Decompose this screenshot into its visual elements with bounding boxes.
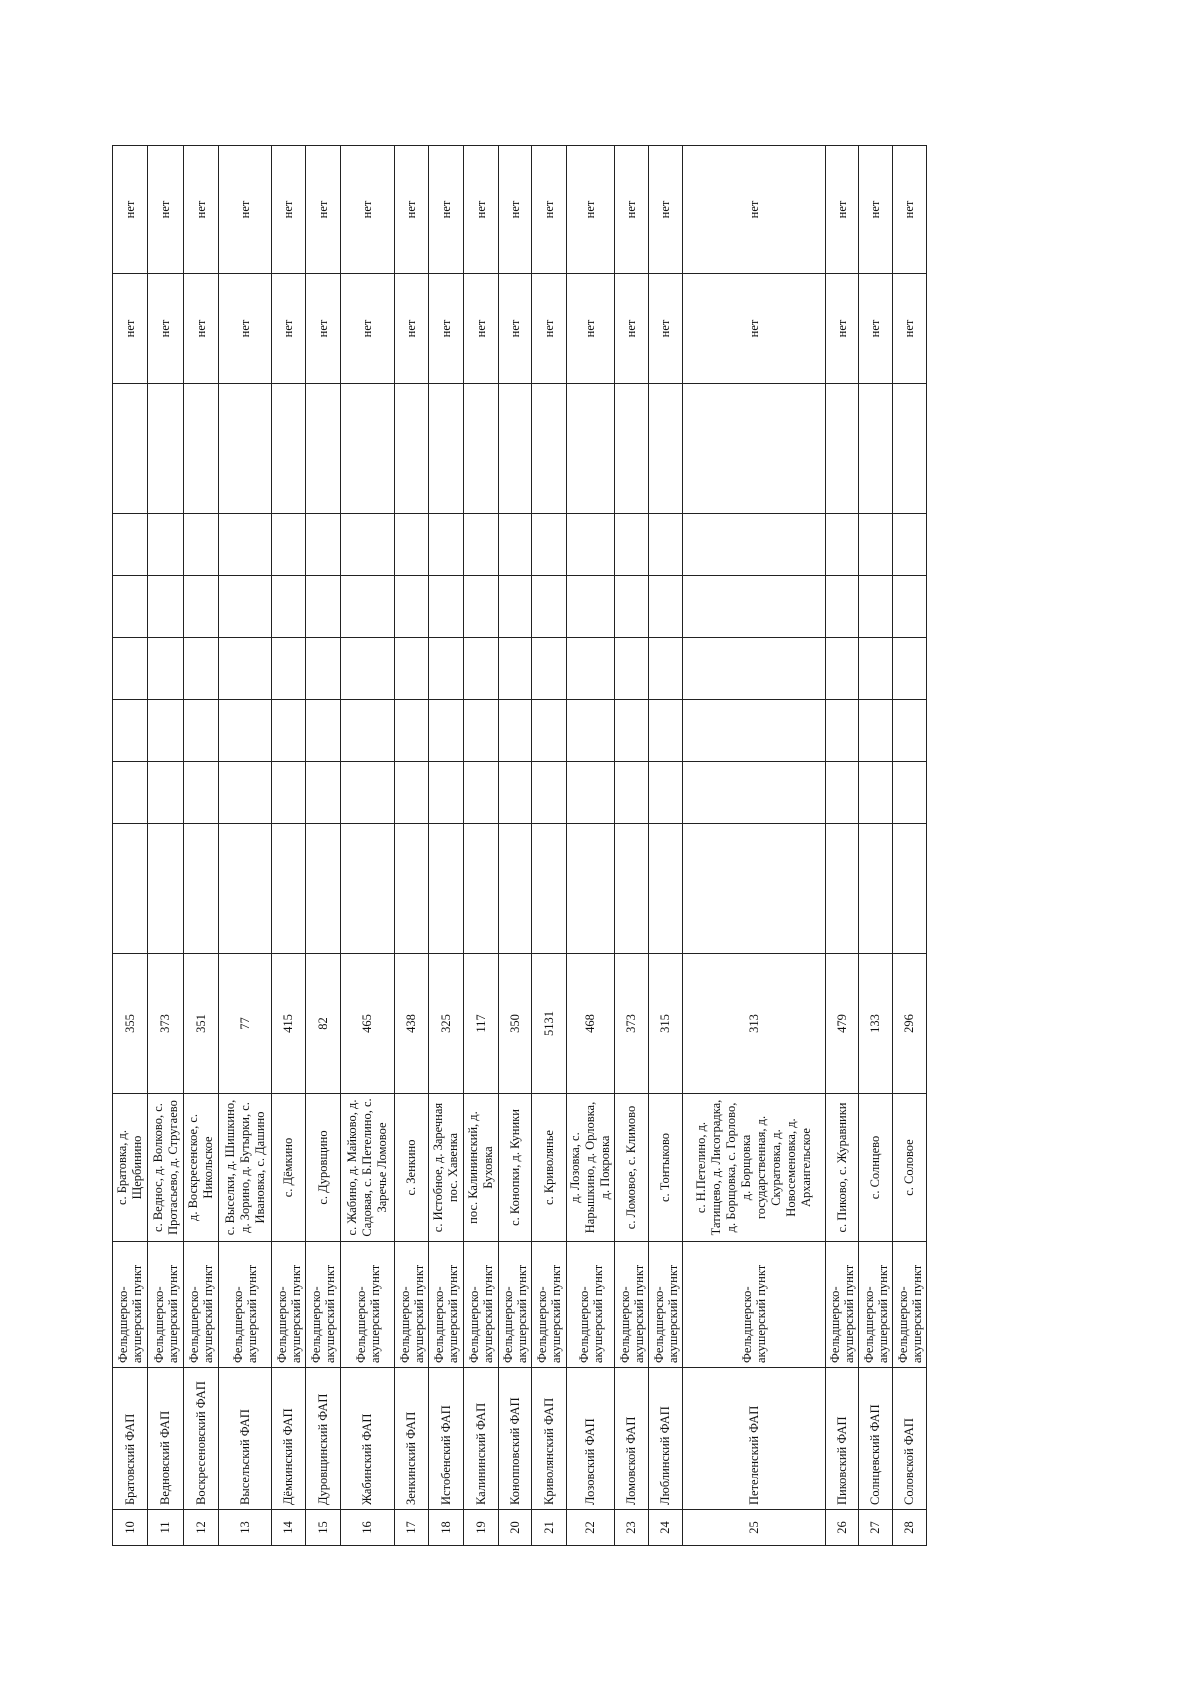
table-body	[113, 146, 927, 1546]
population-cell: 373	[615, 954, 649, 1094]
row-number-cell: 17	[395, 1510, 429, 1546]
empty-cell	[272, 576, 306, 638]
table-row	[395, 146, 429, 1546]
status-cell-2: нет	[499, 146, 532, 274]
status-cell-1: нет	[395, 274, 429, 384]
status-cell-2: нет	[219, 146, 272, 274]
row-number-cell: 12	[184, 1510, 219, 1546]
villages-cell: с. Жабино, д. Майково, д. Садовая, с. Б.Петелино, с. Заречье Ломовое	[341, 1094, 395, 1242]
row-number-cell: 18	[429, 1510, 464, 1546]
population-cell: 468	[567, 954, 615, 1094]
empty-cell	[306, 576, 341, 638]
status-cell-2: нет	[567, 146, 615, 274]
empty-cell	[683, 824, 826, 954]
empty-cell	[464, 762, 499, 824]
empty-cell	[499, 700, 532, 762]
empty-cell	[615, 700, 649, 762]
fap-name-cell: Зенкинский ФАП	[395, 1368, 429, 1510]
empty-cell	[395, 514, 429, 576]
empty-cell	[499, 576, 532, 638]
table-row	[826, 146, 859, 1546]
table-row	[683, 146, 826, 1546]
fap-type-cell: Фельдшерско-акушерский пункт	[306, 1242, 341, 1368]
empty-cell	[615, 762, 649, 824]
table-row	[499, 146, 532, 1546]
status-cell-1: нет	[567, 274, 615, 384]
row-number-cell: 24	[649, 1510, 683, 1546]
empty-cell	[341, 514, 395, 576]
empty-cell	[395, 384, 429, 514]
empty-cell	[113, 824, 148, 954]
empty-cell	[464, 700, 499, 762]
row-number-cell: 25	[683, 1510, 826, 1546]
empty-cell	[499, 384, 532, 514]
empty-cell	[567, 824, 615, 954]
empty-cell	[184, 700, 219, 762]
empty-cell	[184, 514, 219, 576]
empty-cell	[341, 824, 395, 954]
fap-name-cell: Пиковский ФАП	[826, 1368, 859, 1510]
empty-cell	[683, 514, 826, 576]
status-cell-1: нет	[219, 274, 272, 384]
empty-cell	[341, 384, 395, 514]
empty-cell	[219, 700, 272, 762]
empty-cell	[272, 824, 306, 954]
population-cell: 77	[219, 954, 272, 1094]
empty-cell	[306, 700, 341, 762]
empty-cell	[499, 762, 532, 824]
table-row	[567, 146, 615, 1546]
empty-cell	[306, 384, 341, 514]
table-row	[184, 146, 219, 1546]
status-cell-1: нет	[499, 274, 532, 384]
empty-cell	[219, 824, 272, 954]
table-row	[113, 146, 148, 1546]
empty-cell	[184, 824, 219, 954]
fap-type-cell: Фельдшерско-акушерский пункт	[184, 1242, 219, 1368]
villages-cell: с. Криволянье	[532, 1094, 567, 1242]
fap-name-cell: Люблинский ФАП	[649, 1368, 683, 1510]
status-cell-2: нет	[649, 146, 683, 274]
fap-name-cell: Лозовский ФАП	[567, 1368, 615, 1510]
empty-cell	[395, 576, 429, 638]
empty-cell	[615, 576, 649, 638]
empty-cell	[429, 384, 464, 514]
table-row	[429, 146, 464, 1546]
fap-name-cell: Конопповский ФАП	[499, 1368, 532, 1510]
empty-cell	[429, 576, 464, 638]
status-cell-1: нет	[683, 274, 826, 384]
villages-cell: с. Выселки, д. Шишкино, д. Зорино, д. Бутырки, с. Ивановка, с. Дашино	[219, 1094, 272, 1242]
empty-cell	[649, 700, 683, 762]
row-number-cell: 21	[532, 1510, 567, 1546]
row-number-cell: 13	[219, 1510, 272, 1546]
status-cell-1: нет	[341, 274, 395, 384]
empty-cell	[532, 762, 567, 824]
empty-cell	[341, 638, 395, 700]
fap-type-cell: Фельдшерско-акушерский пункт	[683, 1242, 826, 1368]
table-row	[272, 146, 306, 1546]
fap-name-cell: Петеленский ФАП	[683, 1368, 826, 1510]
table-row	[219, 146, 272, 1546]
villages-cell: с. Н.Петелино, д. Татищево, д. Лисоградка, д. Борщовка, с. Горлово, д. Борщовка государственная, д. Скуратовка, д. Новосеменовка, д. Архангельское	[683, 1094, 826, 1242]
status-cell-1: нет	[859, 274, 893, 384]
empty-cell	[826, 514, 859, 576]
status-cell-2: нет	[148, 146, 184, 274]
empty-cell	[532, 514, 567, 576]
empty-cell	[532, 638, 567, 700]
fap-type-cell: Фельдшерско-акушерский пункт	[395, 1242, 429, 1368]
empty-cell	[532, 576, 567, 638]
table-row	[893, 146, 927, 1546]
population-cell: 133	[859, 954, 893, 1094]
empty-cell	[532, 824, 567, 954]
villages-cell: д. Воскресенское, с. Никольское	[184, 1094, 219, 1242]
empty-cell	[615, 514, 649, 576]
villages-cell: с. Зенкино	[395, 1094, 429, 1242]
fap-type-cell: Фельдшерско-акушерский пункт	[113, 1242, 148, 1368]
population-cell: 5131	[532, 954, 567, 1094]
empty-cell	[306, 514, 341, 576]
status-cell-2: нет	[464, 146, 499, 274]
empty-cell	[826, 638, 859, 700]
population-cell: 465	[341, 954, 395, 1094]
empty-cell	[464, 638, 499, 700]
status-cell-2: нет	[826, 146, 859, 274]
fap-name-cell: Дуровщинский ФАП	[306, 1368, 341, 1510]
empty-cell	[395, 824, 429, 954]
fap-type-cell: Фельдшерско-акушерский пункт	[567, 1242, 615, 1368]
population-cell: 325	[429, 954, 464, 1094]
empty-cell	[859, 700, 893, 762]
rotated-page	[112, 146, 1132, 1546]
empty-cell	[649, 384, 683, 514]
empty-cell	[649, 824, 683, 954]
empty-cell	[683, 762, 826, 824]
fap-type-cell: Фельдшерско-акушерский пункт	[499, 1242, 532, 1368]
empty-cell	[113, 576, 148, 638]
row-number-cell: 20	[499, 1510, 532, 1546]
empty-cell	[113, 384, 148, 514]
empty-cell	[649, 514, 683, 576]
empty-cell	[306, 824, 341, 954]
empty-cell	[649, 576, 683, 638]
empty-cell	[826, 762, 859, 824]
empty-cell	[219, 384, 272, 514]
villages-cell: с. Братовка, д. Щербинино	[113, 1094, 148, 1242]
empty-cell	[429, 700, 464, 762]
empty-cell	[395, 762, 429, 824]
fap-name-cell: Криволянский ФАП	[532, 1368, 567, 1510]
villages-cell: с. Солнцево	[859, 1094, 893, 1242]
empty-cell	[532, 700, 567, 762]
status-cell-1: нет	[826, 274, 859, 384]
empty-cell	[893, 514, 927, 576]
status-cell-1: нет	[893, 274, 927, 384]
empty-cell	[893, 700, 927, 762]
empty-cell	[429, 762, 464, 824]
row-number-cell: 16	[341, 1510, 395, 1546]
villages-cell: с. Веднос, д. Волково, с. Протасьево, д. Стругаево	[148, 1094, 184, 1242]
empty-cell	[113, 700, 148, 762]
empty-cell	[148, 576, 184, 638]
empty-cell	[429, 514, 464, 576]
status-cell-1: нет	[306, 274, 341, 384]
fap-type-cell: Фельдшерско-акушерский пункт	[464, 1242, 499, 1368]
empty-cell	[464, 384, 499, 514]
villages-cell: пос. Калининский, д. Буховка	[464, 1094, 499, 1242]
table-row	[532, 146, 567, 1546]
empty-cell	[184, 638, 219, 700]
status-cell-2: нет	[615, 146, 649, 274]
status-cell-2: нет	[893, 146, 927, 274]
fap-type-cell: Фельдшерско-акушерский пункт	[893, 1242, 927, 1368]
empty-cell	[499, 514, 532, 576]
fap-name-cell: Воскресеновский ФАП	[184, 1368, 219, 1510]
row-number-cell: 11	[148, 1510, 184, 1546]
empty-cell	[148, 762, 184, 824]
row-number-cell: 23	[615, 1510, 649, 1546]
empty-cell	[649, 638, 683, 700]
status-cell-1: нет	[464, 274, 499, 384]
status-cell-1: нет	[615, 274, 649, 384]
empty-cell	[826, 824, 859, 954]
status-cell-2: нет	[532, 146, 567, 274]
fap-name-cell: Жабинский ФАП	[341, 1368, 395, 1510]
status-cell-2: нет	[429, 146, 464, 274]
empty-cell	[615, 384, 649, 514]
empty-cell	[683, 576, 826, 638]
villages-cell: с. Истобное, д. Заречная пос. Хавенка	[429, 1094, 464, 1242]
status-cell-1: нет	[184, 274, 219, 384]
empty-cell	[683, 700, 826, 762]
empty-cell	[683, 638, 826, 700]
fap-name-cell: Дёмкинский ФАП	[272, 1368, 306, 1510]
empty-cell	[341, 576, 395, 638]
empty-cell	[567, 514, 615, 576]
empty-cell	[148, 824, 184, 954]
fap-type-cell: Фельдшерско-акушерский пункт	[615, 1242, 649, 1368]
status-cell-1: нет	[649, 274, 683, 384]
empty-cell	[341, 700, 395, 762]
empty-cell	[826, 384, 859, 514]
villages-cell: с. Соловое	[893, 1094, 927, 1242]
population-cell: 82	[306, 954, 341, 1094]
row-number-cell: 22	[567, 1510, 615, 1546]
population-cell: 315	[649, 954, 683, 1094]
status-cell-1: нет	[148, 274, 184, 384]
fap-name-cell: Соловской ФАП	[893, 1368, 927, 1510]
empty-cell	[464, 576, 499, 638]
empty-cell	[567, 762, 615, 824]
status-cell-2: нет	[395, 146, 429, 274]
empty-cell	[219, 638, 272, 700]
status-cell-1: нет	[532, 274, 567, 384]
empty-cell	[272, 638, 306, 700]
empty-cell	[113, 514, 148, 576]
empty-cell	[893, 576, 927, 638]
empty-cell	[272, 384, 306, 514]
empty-cell	[499, 638, 532, 700]
empty-cell	[615, 824, 649, 954]
population-cell: 351	[184, 954, 219, 1094]
table-row	[148, 146, 184, 1546]
table-row	[341, 146, 395, 1546]
fap-name-cell: Солнцевский ФАП	[859, 1368, 893, 1510]
empty-cell	[148, 514, 184, 576]
fap-type-cell: Фельдшерско-акушерский пункт	[272, 1242, 306, 1368]
empty-cell	[148, 638, 184, 700]
row-number-cell: 28	[893, 1510, 927, 1546]
table-row	[464, 146, 499, 1546]
empty-cell	[184, 762, 219, 824]
table-row	[649, 146, 683, 1546]
empty-cell	[826, 576, 859, 638]
empty-cell	[219, 576, 272, 638]
population-cell: 415	[272, 954, 306, 1094]
empty-cell	[429, 824, 464, 954]
table-row	[859, 146, 893, 1546]
empty-cell	[893, 384, 927, 514]
empty-cell	[148, 384, 184, 514]
fap-name-cell: Истобенский ФАП	[429, 1368, 464, 1510]
empty-cell	[532, 384, 567, 514]
empty-cell	[464, 824, 499, 954]
fap-type-cell: Фельдшерско-акушерский пункт	[429, 1242, 464, 1368]
population-cell: 313	[683, 954, 826, 1094]
empty-cell	[272, 514, 306, 576]
row-number-cell: 14	[272, 1510, 306, 1546]
table-row	[615, 146, 649, 1546]
empty-cell	[893, 824, 927, 954]
villages-cell: с. Пиково, с. Журавники	[826, 1094, 859, 1242]
status-cell-2: нет	[184, 146, 219, 274]
empty-cell	[683, 384, 826, 514]
empty-cell	[859, 514, 893, 576]
row-number-cell: 26	[826, 1510, 859, 1546]
status-cell-2: нет	[341, 146, 395, 274]
empty-cell	[113, 762, 148, 824]
empty-cell	[184, 384, 219, 514]
status-cell-1: нет	[272, 274, 306, 384]
villages-cell: с. Дуровщино	[306, 1094, 341, 1242]
fap-type-cell: Фельдшерско-акушерский пункт	[649, 1242, 683, 1368]
empty-cell	[859, 638, 893, 700]
row-number-cell: 27	[859, 1510, 893, 1546]
population-cell: 355	[113, 954, 148, 1094]
empty-cell	[341, 762, 395, 824]
row-number-cell: 19	[464, 1510, 499, 1546]
status-cell-2: нет	[272, 146, 306, 274]
population-cell: 438	[395, 954, 429, 1094]
empty-cell	[219, 514, 272, 576]
population-cell: 350	[499, 954, 532, 1094]
empty-cell	[567, 638, 615, 700]
status-cell-1: нет	[429, 274, 464, 384]
status-cell-2: нет	[306, 146, 341, 274]
empty-cell	[859, 576, 893, 638]
fap-name-cell: Братовский ФАП	[113, 1368, 148, 1510]
empty-cell	[395, 638, 429, 700]
fap-name-cell: Калининский ФАП	[464, 1368, 499, 1510]
empty-cell	[395, 700, 429, 762]
empty-cell	[567, 576, 615, 638]
empty-cell	[184, 576, 219, 638]
empty-cell	[499, 824, 532, 954]
status-cell-2: нет	[113, 146, 148, 274]
empty-cell	[859, 762, 893, 824]
empty-cell	[567, 700, 615, 762]
fap-type-cell: Фельдшерско-акушерский пункт	[826, 1242, 859, 1368]
population-cell: 296	[893, 954, 927, 1094]
empty-cell	[826, 700, 859, 762]
fap-type-cell: Фельдшерско-акушерский пункт	[859, 1242, 893, 1368]
fap-name-cell: Выселъский ФАП	[219, 1368, 272, 1510]
empty-cell	[306, 762, 341, 824]
empty-cell	[219, 762, 272, 824]
fap-type-cell: Фельдшерско-акушерский пункт	[148, 1242, 184, 1368]
empty-cell	[113, 638, 148, 700]
empty-cell	[615, 638, 649, 700]
fap-name-cell: Ведновский ФАП	[148, 1368, 184, 1510]
fap-table	[112, 145, 927, 1546]
empty-cell	[567, 384, 615, 514]
empty-cell	[859, 384, 893, 514]
status-cell-2: нет	[683, 146, 826, 274]
empty-cell	[272, 700, 306, 762]
empty-cell	[429, 638, 464, 700]
empty-cell	[893, 762, 927, 824]
population-cell: 117	[464, 954, 499, 1094]
empty-cell	[859, 824, 893, 954]
population-cell: 373	[148, 954, 184, 1094]
villages-cell: с. Дёмкино	[272, 1094, 306, 1242]
empty-cell	[306, 638, 341, 700]
empty-cell	[148, 700, 184, 762]
row-number-cell: 15	[306, 1510, 341, 1546]
table-row	[306, 146, 341, 1546]
empty-cell	[464, 514, 499, 576]
empty-cell	[893, 638, 927, 700]
villages-cell: д. Лозовка, с. Нарышкино, д. Орловка, д. Покровка	[567, 1094, 615, 1242]
fap-type-cell: Фельдшерско-акушерский пункт	[532, 1242, 567, 1368]
empty-cell	[272, 762, 306, 824]
fap-type-cell: Фельдшерско-акушерский пункт	[341, 1242, 395, 1368]
villages-cell: с. Ломовое, с. Климово	[615, 1094, 649, 1242]
fap-type-cell: Фельдшерско-акушерский пункт	[219, 1242, 272, 1368]
status-cell-1: нет	[113, 274, 148, 384]
status-cell-2: нет	[859, 146, 893, 274]
villages-cell: с. Конопки, д. Куники	[499, 1094, 532, 1242]
row-number-cell: 10	[113, 1510, 148, 1546]
fap-name-cell: Ломовской ФАП	[615, 1368, 649, 1510]
empty-cell	[649, 762, 683, 824]
population-cell: 479	[826, 954, 859, 1094]
villages-cell: с. Тонтыково	[649, 1094, 683, 1242]
